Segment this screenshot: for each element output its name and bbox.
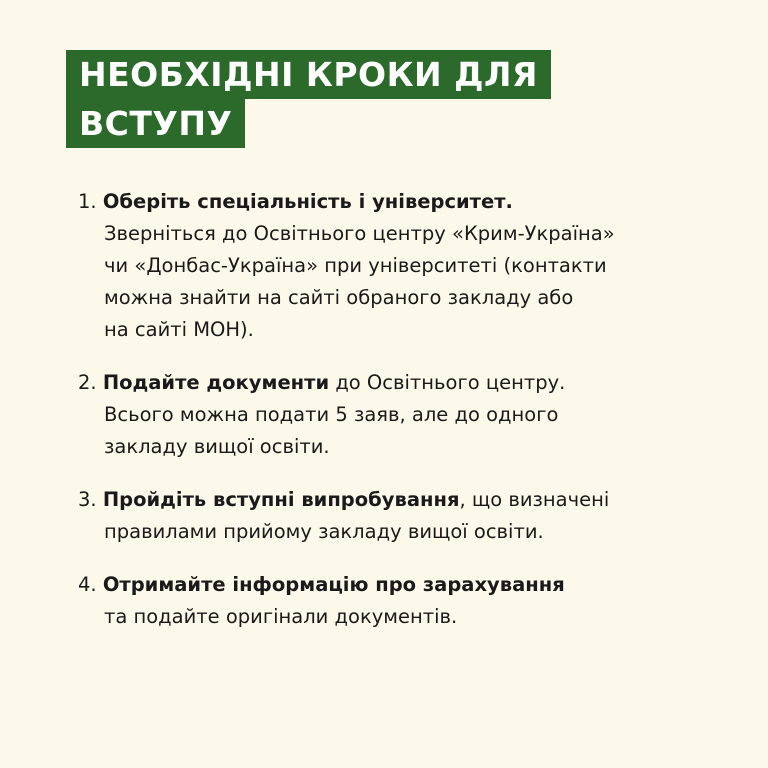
step-line: закладу вищої освіти. [104,435,330,458]
step-line: правилами прийому закладу вищої освіти. [104,520,544,543]
step-number: 3. [78,488,97,511]
step-heading [78,484,738,516]
step-heading [78,569,738,601]
step-bold-text: Пройдіть вступні випробування [102,488,460,511]
title-line-1: НЕОБХІДНІ КРОКИ ДЛЯ [66,50,551,99]
step-3 [78,484,738,548]
step-4 [78,569,738,633]
step-number: 4. [78,573,97,596]
step-line: можна знайти на сайті обраного закладу або [104,286,574,309]
step-heading [78,186,738,218]
step-bold-text: Подайте документи [102,371,330,394]
step-after-bold: до Освітнього центру. [329,371,566,394]
title-block [66,50,551,148]
step-body [78,601,738,633]
step-line: та подайте оригінали документів. [104,605,458,628]
step-bold-text: Отримайте інформацію про зарахування [102,573,565,596]
steps-list [78,186,738,654]
step-bold-text: Оберіть спеціальність і університет. [102,190,513,213]
step-body [78,399,738,463]
step-body [78,218,738,346]
step-2 [78,367,738,463]
step-line: Зверніться до Освітнього центру «Крим-Україна» [104,222,615,245]
title-line-2: ВСТУПУ [66,99,245,148]
step-number: 2. [78,371,97,394]
step-after-bold: , що визначені [459,488,610,511]
step-1 [78,186,738,346]
step-line: чи «Донбас-Україна» при університеті (контакти [104,254,607,277]
step-line: Всього можна подати 5 заяв, але до одного [104,403,559,426]
step-heading [78,367,738,399]
step-body [78,516,738,548]
step-number: 1. [78,190,97,213]
step-line: на сайті МОН). [104,318,254,341]
